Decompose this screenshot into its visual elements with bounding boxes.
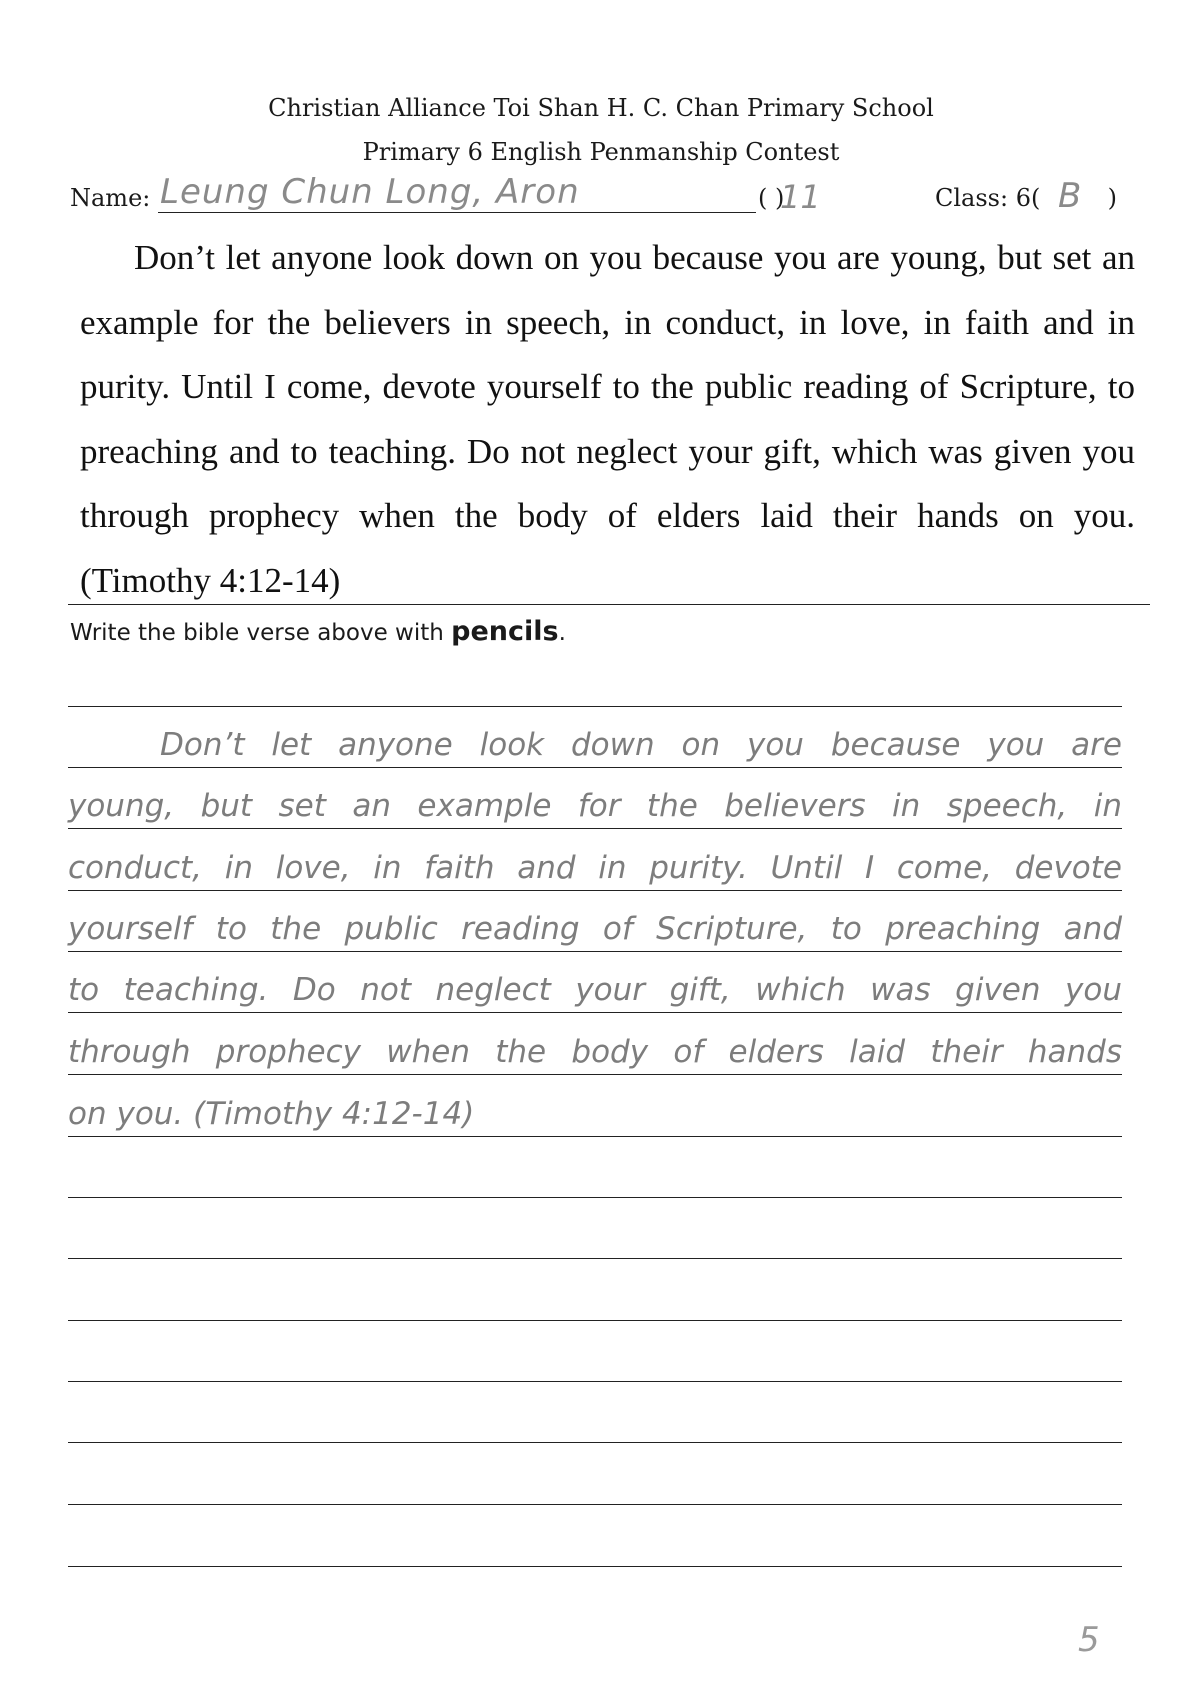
writing-line xyxy=(68,1566,1122,1567)
page-number: 5 xyxy=(1078,1620,1100,1660)
student-name: Leung Chun Long, Aron xyxy=(160,172,580,212)
school-name: Christian Alliance Toi Shan H. C. Chan Primary School xyxy=(268,94,934,122)
divider xyxy=(68,604,1150,605)
instruction-emphasis: pencils xyxy=(451,616,559,647)
class-label xyxy=(935,184,1117,212)
handwritten-line: young, but set an example for the believers in speech, in xyxy=(68,788,1122,824)
student-info-row xyxy=(0,172,1202,220)
handwritten-line: Don’t let anyone look down on you because you are xyxy=(160,727,1122,763)
index-label: ( ) xyxy=(758,184,785,212)
name-label: Name: xyxy=(70,184,151,212)
writing-line xyxy=(68,1258,1122,1259)
instruction xyxy=(70,616,566,647)
name-underline xyxy=(158,212,756,213)
student-class: B xyxy=(1058,176,1082,216)
student-index: 11 xyxy=(780,178,821,216)
instruction-text: Write the bible verse above with xyxy=(70,620,452,646)
writing-line xyxy=(68,1442,1122,1443)
writing-line xyxy=(68,1197,1122,1198)
instruction-end: . xyxy=(558,620,566,646)
handwritten-line: on you. (Timothy 4:12-14) xyxy=(68,1096,475,1132)
writing-line xyxy=(68,1136,1122,1137)
writing-line xyxy=(68,951,1122,952)
writing-line xyxy=(68,1320,1122,1321)
handwritten-line: yourself to the public reading of Scripture, to preaching and xyxy=(68,911,1122,947)
class-label-open: Class: 6( xyxy=(935,184,1041,212)
writing-line xyxy=(68,1504,1122,1505)
handwritten-line: through prophecy when the body of elders laid their hands xyxy=(68,1034,1122,1070)
writing-line xyxy=(68,1074,1122,1075)
writing-line xyxy=(68,1381,1122,1382)
bible-verse: Don’t let anyone look down on you because you are young, but set an example for the believers in speech, in conduct, in love, in faith and in purity. Until I come, devote yourself to the public reading of Scripture, to preaching and to teaching. Do not neglect your gift, which was given you through prophecy when the body of elders laid their hands on you. (Timothy 4:12-14) xyxy=(80,238,1135,600)
handwritten-line: conduct, in love, in faith and in purity. Until I come, devote xyxy=(68,850,1122,886)
contest-title: Primary 6 English Penmanship Contest xyxy=(362,138,840,166)
writing-line xyxy=(68,767,1122,768)
handwritten-line: to teaching. Do not neglect your gift, which was given you xyxy=(68,972,1122,1008)
writing-line xyxy=(68,890,1122,891)
writing-line xyxy=(68,1012,1122,1013)
class-label-close: ) xyxy=(1107,184,1117,212)
writing-line xyxy=(68,706,1122,707)
writing-line xyxy=(68,828,1122,829)
